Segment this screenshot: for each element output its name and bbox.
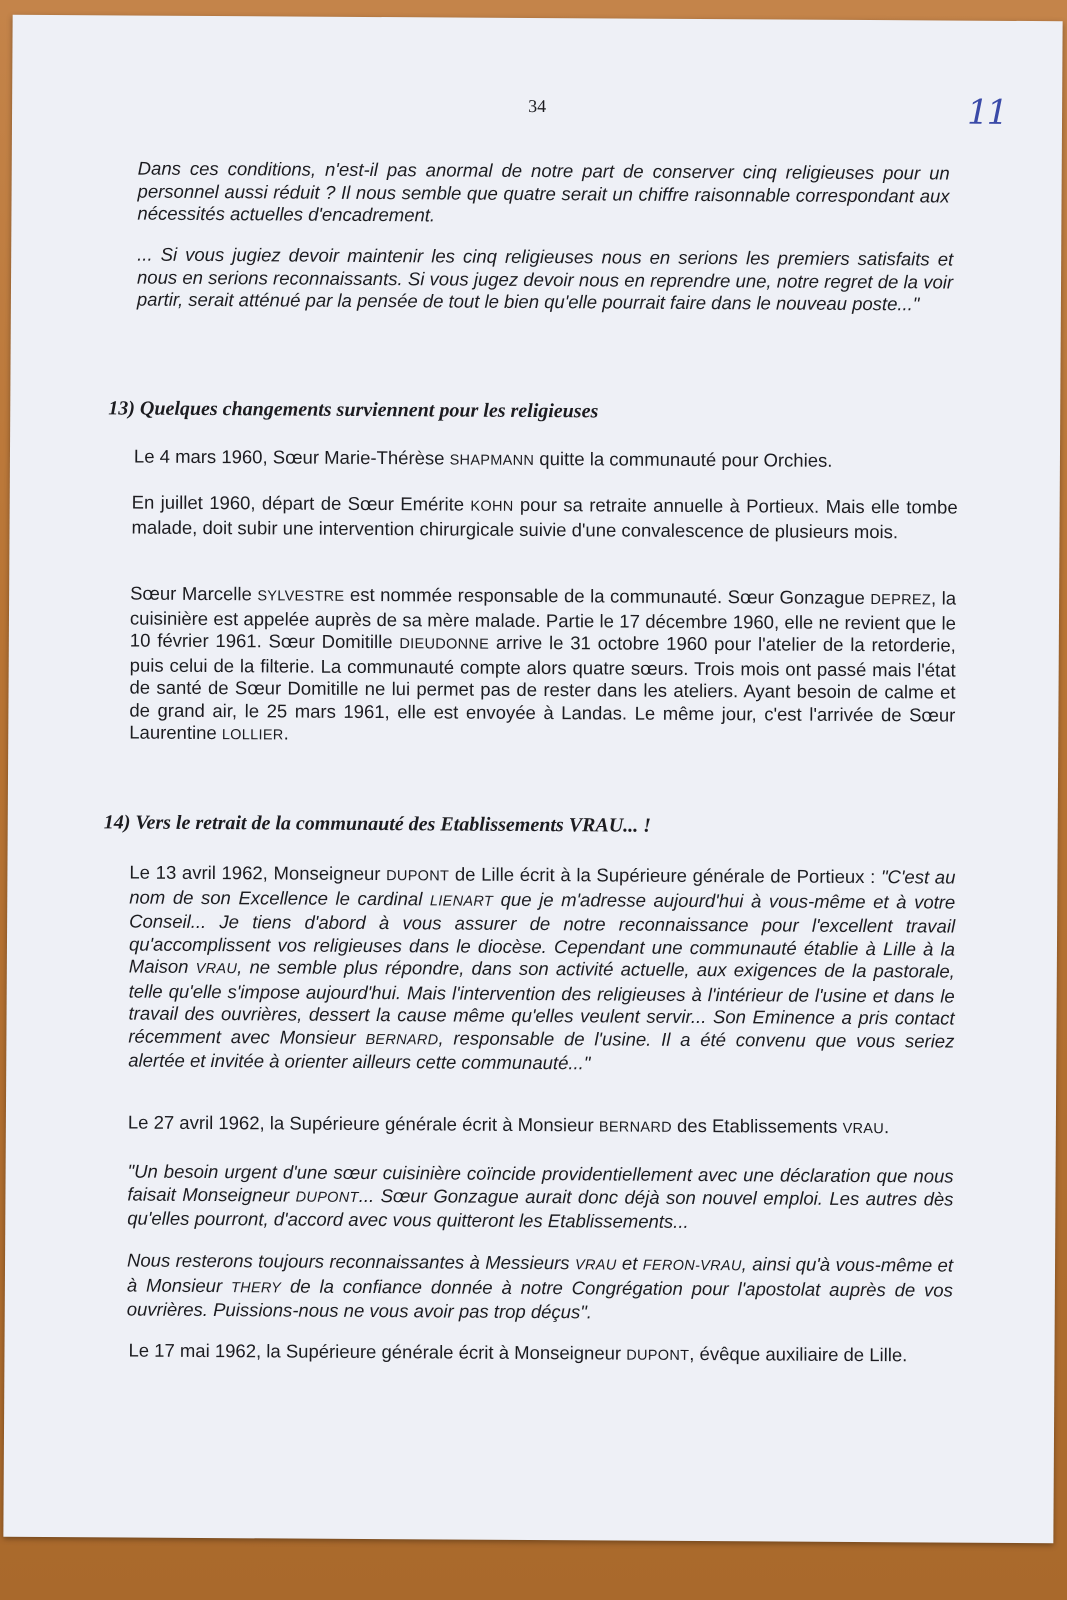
section-14-paragraph-5 xyxy=(128,1340,950,1370)
person-name: BERNARD xyxy=(598,1119,672,1136)
quote-text: "C'est au nom de son Excellence le cardinal xyxy=(129,866,956,909)
quote-paragraph-1: Dans ces conditions, n'est-il pas anormal de notre part de conserver cinq religieuses pour un personnel aussi réduit ? Il nous semble que quatre serait un chiffre raisonnable correspondant aux nécessités actuelles d'encadrement. xyxy=(137,157,950,226)
handwritten-page-number: 11 xyxy=(966,92,1007,133)
quote-text: que je m'adresse aujourd'hui à vous-même et à votre Conseil... Je tiens d'abord à vous assurer de notre reconnaissance pour l'excellent travail qu'accomplissent vos religieuses dans le diocèse. Cependant une communauté établie à Lille à la Maison xyxy=(128,888,956,977)
quote-text: de la confiance donnée à notre Congrégation pour l'apostolat auprès de vos ouvrières. Puissions-nous ne vous avoir pas trop déçus". xyxy=(126,1274,953,1323)
section-14-paragraph-4 xyxy=(127,1250,953,1327)
person-name: THERY xyxy=(230,1279,282,1296)
section-13-heading: 13) Quelques changements surviennent pour les religieuses xyxy=(108,397,599,423)
text: , la cuisinière est appelée auprès de sa mère malade. Partie le 17 décembre 1960, elle ne revient que le 10 février 1961. Sœur Domitille xyxy=(129,587,957,653)
text: En juillet 1960, départ de Sœur Emérite xyxy=(131,491,471,515)
section-14-paragraph-2 xyxy=(128,1112,958,1142)
company-name: VRAU xyxy=(195,960,238,978)
person-name: SHAPMANN xyxy=(449,452,535,470)
quote-text: Nous resterons toujours reconnaissantes à Messieurs xyxy=(126,1249,576,1274)
person-name: FERON-VRAU xyxy=(642,1257,742,1275)
text: quitte la communauté pour Orchies. xyxy=(534,448,833,471)
paper-page xyxy=(3,15,1062,1543)
person-name: VRAU xyxy=(574,1257,617,1274)
text: est nommée responsable de la communauté. Sœur Gonzague xyxy=(344,583,871,609)
text: . xyxy=(283,722,289,744)
text: arrive le 31 octobre 1960 pour l'atelier de la retorderie, puis celui de la filterie. La communauté compte alors quatre sœurs. Trois mois ont passé mais l'état de santé de Sœur Domitille ne lui permet pas de rester dans les ateliers. Ayant besoin de calme et de grand air, le 25 mars 1961, elle est envoyée à Landas. Le même jour, c'est l'arrivée de Sœur Laurentine xyxy=(129,631,956,744)
person-name: KOHN xyxy=(470,498,514,515)
person-name: DUPONT xyxy=(386,868,450,885)
text: Le 27 avril 1962, la Supérieure générale écrit à Monsieur xyxy=(127,1111,599,1136)
person-name: DIEUDONNE xyxy=(399,636,490,653)
quote-text: , ainsi qu'à vous-même et à Monsieur xyxy=(126,1253,954,1296)
text: Le 4 mars 1960, Sœur Marie-Thérèse xyxy=(133,445,450,469)
text: des Etablissements xyxy=(671,1114,843,1137)
text: Le 17 mai 1962, la Supérieure générale écrit à Monseigneur xyxy=(128,1339,627,1364)
section-14-paragraph-3 xyxy=(127,1161,953,1236)
section-14-paragraph-1 xyxy=(128,862,955,1078)
person-name: BERNARD xyxy=(365,1031,439,1048)
text: Le 13 avril 1962, Monseigneur xyxy=(129,861,387,885)
page-number: 34 xyxy=(528,95,547,117)
text: . xyxy=(884,1116,890,1138)
person-name: DEPREZ xyxy=(870,592,932,609)
quote-text: "Un besoin urgent d'une sœur cuisinière coïncide providentiellement avec une déclaration que nous faisait Monseigneur xyxy=(127,1160,954,1206)
person-name: SYLVESTRE xyxy=(257,588,345,605)
section-13-paragraph-3 xyxy=(129,583,956,752)
company-name: VRAU xyxy=(842,1120,885,1138)
person-name: DUPONT xyxy=(295,1189,359,1206)
text: Sœur Marcelle xyxy=(130,582,258,605)
quote-text: et xyxy=(616,1252,643,1274)
section-13-paragraph-1 xyxy=(134,446,960,476)
person-name: LOLLIER xyxy=(221,727,284,744)
text: de Lille écrit à la Supérieure générale de Portieux : xyxy=(449,863,876,888)
quote-text: , responsable de l'usine. Il a été convenu que vous seriez alertée et invitée à orienter ailleurs cette communauté..." xyxy=(128,1026,955,1074)
quote-text: ... Sœur Gonzague aurait donc déjà son nouvel emploi. Les autres dès qu'elles pourront, d'accord avec vous quitteront les Etablissements... xyxy=(127,1184,954,1232)
section-14-heading: 14) Vers le retrait de la communauté des Etablissements VRAU... ! xyxy=(103,811,652,837)
person-name: LIENART xyxy=(429,892,494,910)
quote-text: , ne semble plus répondre, dans son activité actuelle, aux exigences de la pastorale, telle qu'elle s'impose aujourd'hui. Mais l'intervention des religieuses à l'intérieur de l'usine et dans le travail des ouvrières, dessert la cause même qu'elles veulent servir... Son Eminence a pris contact récemment avec Monsieur xyxy=(128,956,955,1048)
quote-paragraph-2: ... Si vous jugiez devoir maintenir les cinq religieuses nous en serions les premiers satisfaits et nous en serions reconnaissants. Si vous jugez devoir nous en reprendre une, notre regret de la voir partir, serait atténué par la pensée de tout le bien qu'elle pourrait faire dans le nouveau poste..." xyxy=(136,243,954,315)
text: pour sa retraite annuelle à Portieux. Mais elle tombe malade, doit subir une intervention chirurgicale suivie d'une convalescence de plusieurs mois. xyxy=(131,493,958,542)
person-name: DUPONT xyxy=(626,1347,690,1364)
section-13-paragraph-2 xyxy=(131,492,957,544)
text: , évêque auxiliaire de Lille. xyxy=(689,1342,908,1366)
